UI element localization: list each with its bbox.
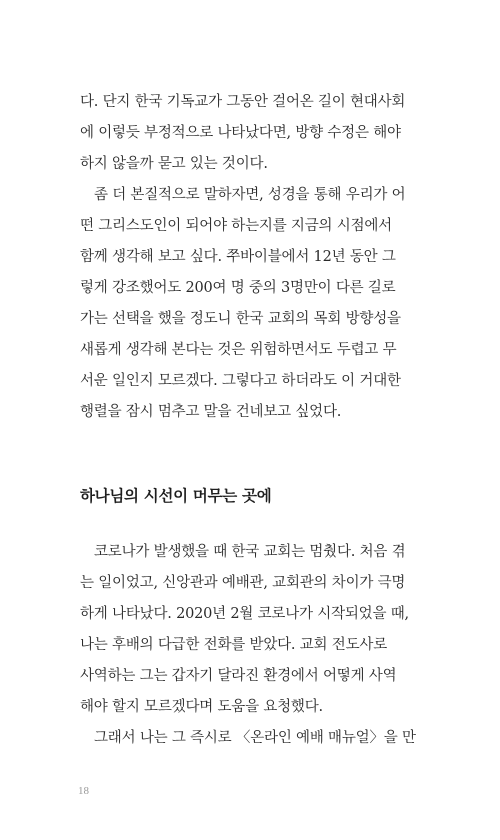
text-line: 에 이렇듯 부정적으로 나타났다면, 방향 수정은 해야 — [80, 125, 401, 141]
text-line: 서운 일인지 모르겠다. 그렇다고 하더라도 이 거대한 — [80, 373, 401, 389]
text-line: 해야 할지 모르겠다며 도움을 요청했다. — [80, 699, 323, 715]
text-line: 렇게 강조했어도 200여 명 중의 3명만이 다른 길로 — [80, 280, 396, 296]
text-line: 다. 단지 한국 기독교가 그동안 걸어온 길이 현대사회 — [80, 94, 406, 110]
text-line: 함께 생각해 보고 싶다. 쭈바이블에서 12년 동안 그 — [80, 249, 396, 265]
text-line: 는 일이었고, 신앙관과 예배관, 교회관의 차이가 극명 — [80, 575, 406, 591]
text-line: 하지 않을까 묻고 있는 것이다. — [80, 156, 268, 172]
text-line: 그래서 나는 그 즉시로 〈온라인 예배 매뉴얼〉을 만 — [94, 730, 416, 746]
page-number: 18 — [78, 785, 89, 797]
text-line: 사역하는 그는 갑자기 달라진 환경에서 어떻게 사역 — [80, 668, 397, 684]
text-line: 좀 더 본질적으로 말하자면, 성경을 통해 우리가 어 — [94, 187, 406, 203]
text-line: 떤 그리스도인이 되어야 하는지를 지금의 시점에서 — [80, 218, 392, 234]
text-line: 나는 후배의 다급한 전화를 받았다. 교회 전도사로 — [80, 637, 388, 653]
text-line: 코로나가 발생했을 때 한국 교회는 멈췄다. 처음 겪 — [94, 544, 406, 560]
text-line: 가는 선택을 했을 정도니 한국 교회의 목회 방향성을 — [80, 311, 401, 327]
paragraph-block-top — [80, 87, 420, 428]
paragraph-block-bottom — [80, 537, 420, 754]
text-line: 새롭게 생각해 본다는 것은 위험하면서도 두렵고 무 — [80, 342, 397, 358]
text-line: 행렬을 잠시 멈추고 말을 건네보고 싶었다. — [80, 404, 342, 420]
section-heading: 하나님의 시선이 머무는 곳에 — [80, 487, 272, 505]
text-line: 하게 나타났다. 2020년 2월 코로나가 시작되었을 때, — [80, 606, 409, 622]
